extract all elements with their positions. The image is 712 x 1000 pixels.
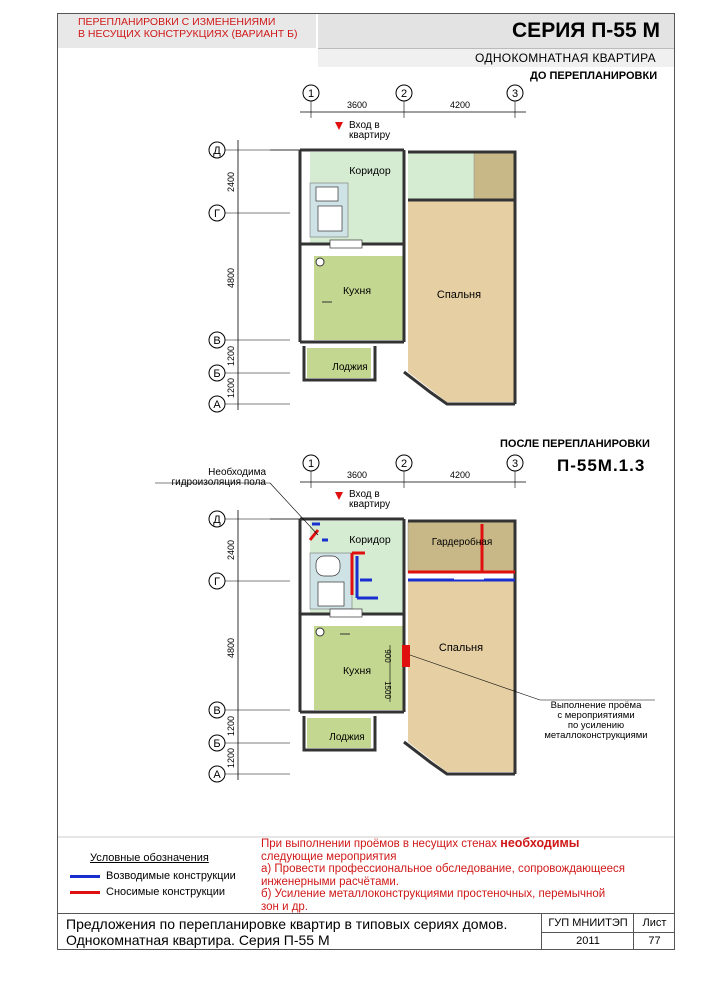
room-kitchen-after: Кухня [342, 665, 372, 677]
entrance-arrow-after [335, 492, 343, 500]
note-line1-pre: При выполнении проёмов в несущих стенах [261, 838, 501, 850]
footer-sheet-number: 77 [633, 932, 675, 950]
hall-before [408, 152, 474, 200]
svg-text:А: А [213, 769, 221, 781]
legend-built-label: Возводимые конструкции [106, 870, 236, 882]
dim-1200b-before: 1200 [226, 377, 236, 399]
room-corridor-after: Коридор [349, 534, 391, 546]
legend [60, 834, 250, 904]
bedroom-before [408, 200, 515, 402]
room-bedroom-after: Спальня [438, 642, 484, 654]
after-label: ПОСЛЕ ПЕРЕПЛАНИРОВКИ [500, 438, 650, 450]
footer-title [66, 916, 507, 948]
entrance-label-before: Вход в квартиру [349, 120, 391, 141]
svg-text:В: В [213, 705, 221, 717]
svg-text:В: В [213, 335, 221, 347]
legend-title: Условные обозначения [90, 852, 209, 864]
dim-1200b-after: 1200 [226, 747, 236, 769]
dim-3600-after: 3600 [346, 470, 368, 480]
note-opening-line2: с мероприятиями [557, 710, 635, 721]
axis-row-g-after [209, 573, 225, 589]
room-bedroom-before: Спальня [436, 289, 482, 301]
footer-org: ГУП МНИИТЭП [541, 914, 634, 933]
svg-text:2: 2 [400, 88, 408, 100]
plan-before [209, 85, 526, 412]
dim-4800-after: 4800 [226, 637, 236, 659]
axis-col-2-after [396, 455, 412, 471]
header-title-line1: ПЕРЕПЛАНИРОВКИ С ИЗМЕНЕНИЯМИ [78, 16, 276, 28]
note-opening-line1: Выполнение проёма [550, 700, 642, 711]
footer [58, 913, 674, 950]
dim-1200a-after: 1200 [226, 715, 236, 737]
footer-line1: Предложения по перепланировке квартир в типовых сериях домов. [66, 916, 508, 932]
apartment-type: ОДНОКОМНАТНАЯ КВАРТИРА [318, 48, 674, 67]
svg-text:2: 2 [400, 458, 408, 470]
axis-col-3-before [507, 85, 523, 101]
note-line3: а) Провести профессиональное обследование, сопровождающееся [261, 863, 626, 875]
entrance-label-after: Вход в квартиру [349, 489, 391, 510]
axis-row-d-after [209, 511, 225, 527]
axis-col-3-after [507, 455, 523, 471]
dim-2400-before: 2400 [226, 171, 236, 193]
footer-line2: Однокомнатная квартира. Серия П-55 М [66, 932, 330, 948]
svg-text:3: 3 [511, 88, 519, 100]
legend-removed-swatch [70, 891, 100, 894]
dim-4200-before: 4200 [449, 100, 471, 110]
kitchen-before [314, 256, 404, 340]
legend-removed-label: Сносимые конструкции [106, 886, 225, 898]
note-line2: следующие мероприятия [261, 850, 397, 863]
room-wardrobe-after: Гардеробная [431, 537, 493, 548]
variant-code: П-55М.1.3 [557, 456, 646, 475]
svg-text:3: 3 [511, 458, 519, 470]
note-waterproof-line2: гидроизоляция пола [171, 477, 266, 488]
svg-text:Б: Б [213, 738, 221, 750]
room-loggia-before: Лоджия [332, 362, 368, 373]
entrance-arrow-before [335, 122, 343, 130]
note-opening-line3: по усилению [567, 720, 625, 731]
svg-text:Г: Г [214, 208, 220, 220]
svg-text:Г: Г [214, 576, 220, 588]
room-kitchen-before: Кухня [342, 285, 372, 297]
axis-row-b-before [209, 365, 225, 381]
note-line4: инженерными расчётами. [261, 875, 400, 888]
note-line6: зон и др. [261, 900, 309, 913]
plan-after [155, 455, 655, 782]
svg-text:Б: Б [213, 368, 221, 380]
axis-col-1-after [303, 455, 319, 471]
svg-text:Д: Д [213, 145, 221, 157]
axis-row-d-before [209, 142, 225, 158]
requirements-note [261, 837, 661, 913]
note-waterproof-line1: Необходима [208, 467, 266, 478]
reinforced-opening [402, 645, 410, 667]
axis-row-g-before [209, 205, 225, 221]
svg-text:А: А [213, 399, 221, 411]
dim-4800-before: 4800 [226, 267, 236, 289]
room-corridor-before: Коридор [349, 165, 391, 177]
axis-col-2-before [396, 85, 412, 101]
note-opening-line4: металлоконструкциями [544, 730, 648, 741]
dim-3600-before: 3600 [346, 100, 368, 110]
axis-row-b-after [209, 735, 225, 751]
dim-900: 900 [383, 649, 392, 663]
axis-row-v-before [209, 332, 225, 348]
svg-text:Д: Д [213, 514, 221, 526]
footer-year: 2011 [541, 932, 634, 950]
dim-4200-after: 4200 [449, 470, 471, 480]
svg-text:1: 1 [307, 458, 315, 470]
series-title: СЕРИЯ П-55 М [318, 14, 674, 48]
before-label: ДО ПЕРЕПЛАНИРОВКИ [530, 70, 658, 82]
storage-before [474, 152, 515, 200]
bedroom-after [408, 580, 515, 772]
axis-row-a-after [209, 766, 225, 782]
note-line5: б) Усиление металлоконструкциями простеночных, перемычной [261, 888, 606, 900]
dim-1500: 1500 [383, 681, 392, 699]
svg-text:1: 1 [307, 88, 315, 100]
dim-1200a-before: 1200 [226, 345, 236, 367]
room-loggia-after: Лоджия [329, 732, 365, 743]
axis-row-a-before [209, 396, 225, 412]
legend-built-swatch [70, 875, 100, 878]
note-line1-bold: необходимы [500, 836, 580, 850]
footer-sheet-label: Лист [633, 914, 675, 933]
dim-2400-after: 2400 [226, 539, 236, 561]
header-title-line2: В НЕСУЩИХ КОНСТРУКЦИЯХ (ВАРИАНТ Б) [78, 28, 298, 40]
axis-col-1-before [303, 85, 319, 101]
axis-row-v-after [209, 702, 225, 718]
